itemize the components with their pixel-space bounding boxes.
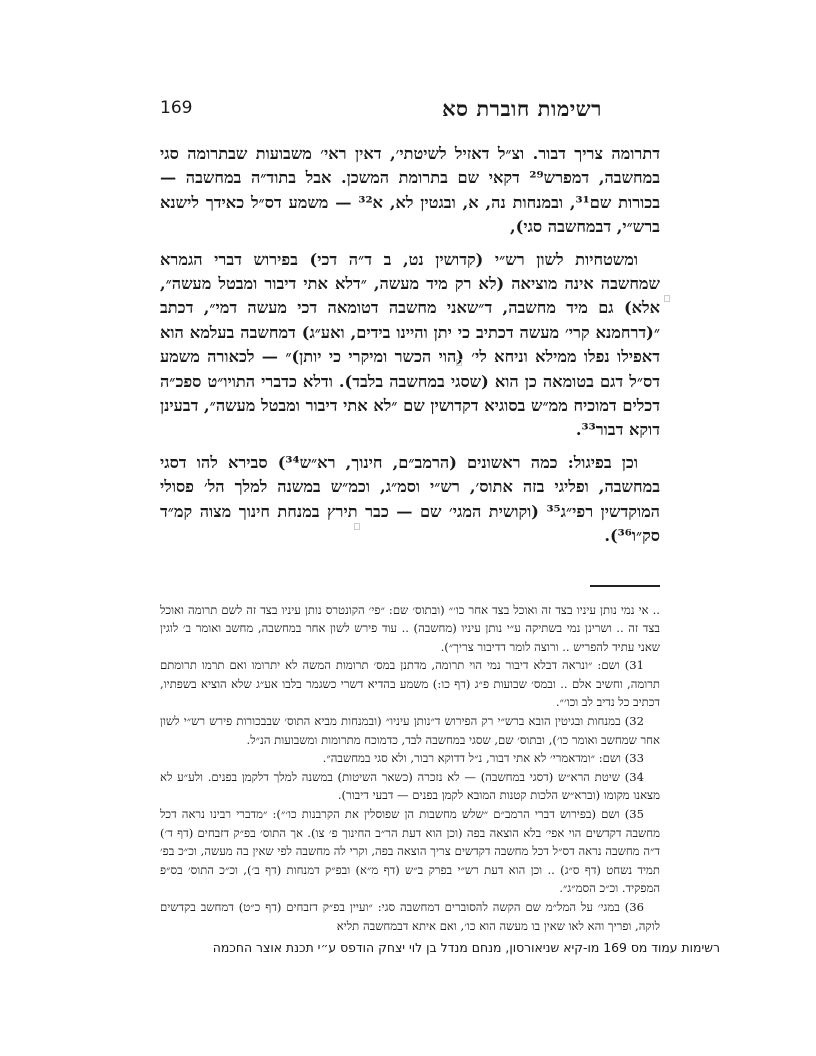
footnote: 32) במנחות ובגיטין הובא ברש״י רק הפירוש ד״נותן עיניו״ (ובמנחות מביא התוס׳ שבבכורות פירש רש״י לשון אחר שמחשב ואומר כו׳), ובתוס׳ שם, שסגי במחשבה לבד, כדמוכח מתרומות ומשבועות הנ״ל.	[160, 714, 660, 747]
footnote: 34) שיטת הרא״ש (דסגי במחשבה) — לא נזכרה (כשאר השיטות) במשנה למלך דלקמן בפנים. ולע״ע לא מצאנו מקומו (וברא״ש הלכות קטנות המובא לקמן בפנים — דבעי דיבור).	[160, 769, 660, 803]
inline-stamp	[354, 523, 360, 530]
page-header	[160, 96, 660, 130]
document-page	[160, 96, 660, 935]
body-paragraph: ומשטחיות לשון רש״י (קדושין נט, ב ד״ה דכי) בפירוש דברי הגמרא שמחשבה אינה מוציאה (לא רק מיד מעשה, ״דלא אתי דיבור ומבטל מעשה״, אלא) גם מיד מחשבה, ד״שאני מחשבה דטומאה דכי מעשה דמי״, דכתב ״(דרחמנא קרי׳ מעשה דכתיב כי יתן והיינו בידים, ואע״ג) דמחשבה בעלמא הוא דאפילו נפלו ממילא וניחא לי׳ (הוי הכשר ומיקרי כי יותן)״ — לכאורה משמע דס״ל דגם בטומאה כן הוא (שסגי במחשבה בלבד). ודלא כדברי התויו״ט ספכ״ה דכלים דמוכיח ממ״ש בסוגיא דקדושין שם ״לא אתי דיבור ומבטל מעשה״, דבעינן דוקא דבור³³.	[160, 249, 660, 440]
margin-stamp	[664, 295, 670, 302]
footnote-separator	[590, 585, 660, 587]
page-number: 169	[160, 98, 193, 118]
body-text	[160, 142, 660, 549]
footnote: 35) ושם (בפירוש דברי הרמב״ם ״שלש מחשבות הן שפוסלין את הקרבנות כו׳״): ״מדברי רבינו נראה דכל מחשבה דקדשים הוי אפי׳ בלא הוצאה בפה (וכן הוא דעת הר״ב החינוך פ׳ צו). אך התוס׳ בפ״ק דזבחים (דף ד׳) ד״ה מחשבה נראה דס״ל דכל מחשבה דקדשים צריך הוצאה בפה, וקרי לה מחשבה לפי שאין בה מעשה, וכ״כ בפ׳ תמיד נשחט (דף ס״ג) .. וכן הוא דעת רש״י בפרק ב״ש (דף מ״א) ובפ״ק דמנחות (דף ב׳), וכ״כ התוס׳ בס״פ המפקיד. וכ״כ הסמ״ג״.	[160, 807, 660, 896]
inline-stamp	[456, 359, 462, 366]
page-footer: רשימות עמוד מס 169 מו-קיא שניאורסון, מנחם מנדל בן לוי יצחק הודפס ע״י תכנת אוצר החכמה	[212, 940, 720, 955]
footnotes	[160, 601, 660, 936]
footnote: .. אי נמי נותן עיניו בצד זה ואוכל בצד אחר כו׳״ (ובתוס׳ שם: ״פי׳ הקונטרס נותן עיניו בצד זה לשם תרומה ואוכל בצד זה .. ושרינן נמי בשתיקה ע״י נותן עיניו (מחשבה) .. עוד פירש לשון אחר במחשבה, מחשב ואומר ב׳ לוגין שאני עתיד להפריש .. ורוצה לומר דדיבור צריך״).	[160, 602, 660, 654]
body-paragraph: דתרומה צריך דבור. וצ״ל דאזיל לשיטתי׳, דאין ראי׳ משבועות שבתרומה סגי במחשבה, דמפרש²⁹ דקאי שם בתרומת המשכן. אבל בתוד״ה במחשבה — בכורות שם³¹, ובמנחות נה, א, ובגטין לא, א³² — משמע דס״ל כאידך לישנא ברש״י, דבמחשבה סגי),	[160, 144, 661, 237]
footnote: 31) ושם: ״ונראה דבלא דיבור נמי הוי תרומה, מדתנן במס׳ תרומות המשה לא יתרומו ואם תרמו תרומתם תרומה, וחשיב אלם .. ובמס׳ שבועות פ״ג (דף כו:) משמע בהדיא דשרי כשגמר בלבו אע״ג שלא הוציא בשפתיו, דכתיב כל נדיב לב וכו׳״.	[160, 658, 660, 710]
body-paragraph: וכן בפיגול: כמה ראשונים (הרמב״ם, חינוך, רא״ש³⁴) סבירא להו דסגי במחשבה, ופליגי בזה אתוס׳, רש״י וסמ״ג, וכמ״ש במשנה למלך הל׳ פסולי המוקדשין רפי״ג³⁵ (וקושית המגי׳ שם — כבר תירץ במנחת חינוך מצוה קמ״ד סק״ו³⁶).	[160, 452, 660, 546]
footnote: 36) במגי׳ על המל״מ שם הקשה להסוברים דמחשבה סגי: ״ועיין בפ״ק דזבחים (דף כ״ט) דמחשב בקדשים לוקה, ופריך והא לאו שאין בו מעשה הוא כו׳, ואם איתא דבמחשבה תליא	[160, 900, 660, 933]
running-title: רשימות חוברת סא	[442, 96, 602, 121]
footnote: 33) ושם: ״ומדאמרי׳ לא אתי דבור, נ״ל דדוקא רבור, ולא סגי במחשבה״.	[322, 751, 644, 766]
